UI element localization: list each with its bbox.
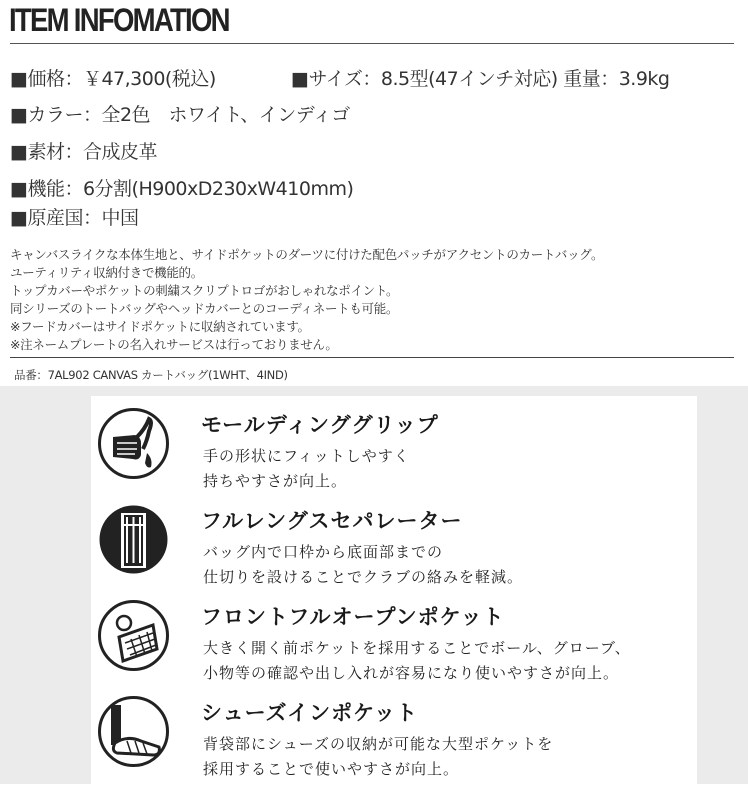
feature-title: フロントフルオープンポケット [201, 605, 505, 629]
front-pocket-ball-icon [97, 599, 170, 672]
spec-origin: ■原産国：中国 [10, 207, 139, 229]
feature-line: 仕切りを設けることでクラブの絡みを軽減。 [203, 568, 524, 586]
feature-molding-grip [91, 404, 697, 500]
description-line: ※注ネームプレートの名入れサービスは行っておりません。 [10, 337, 338, 352]
feature-title: フルレングスセパレーター [201, 509, 463, 533]
feature-description [203, 540, 523, 590]
feature-line: 持ちやすさが向上。 [203, 472, 348, 490]
description-line: ※フードカバーはサイドポケットに収納されています。 [10, 319, 310, 334]
description-line: 同シリーズのトートバッグやヘッドカバーとのコーディネートも可能。 [10, 301, 399, 316]
feature-full-length-separator [91, 500, 697, 596]
page-title: ITEM INFOMATION [9, 2, 229, 38]
feature-line: 手の形状にフィットしやすく [203, 447, 410, 465]
feature-description [203, 732, 553, 782]
feature-line: 大きく開く前ポケットを採用することでボール、グローブ、 [203, 639, 631, 657]
spec-size: ■サイズ：8.5型(47インチ対応) 重量：3.9kg [291, 68, 670, 90]
club-separator-icon [97, 503, 170, 576]
spec-color: ■カラー：全2色 ホワイト、インディゴ [10, 104, 350, 126]
feature-line: 背袋部にシューズの収納が可能な大型ポケットを [203, 735, 554, 753]
description-line: ユーティリティ収納付きで機能的。 [10, 265, 203, 280]
grip-hand-icon [97, 407, 170, 480]
part-number: 品番：7AL902 CANVAS カートバッグ(1WHT、4IND) [14, 368, 288, 382]
shoe-pocket-icon [97, 695, 170, 768]
feature-title: モールディンググリップ [201, 413, 439, 437]
feature-title: シューズインポケット [201, 701, 419, 725]
description [10, 246, 603, 354]
feature-line: 小物等の確認や出し入れが容易になり使いやすさが向上。 [203, 664, 620, 682]
item-info-section [0, 0, 748, 392]
spec-function: ■機能：6分割(H900xD230xW410mm) [10, 178, 354, 200]
description-line: トップカバーやポケットの刺繍スクリプトロゴがおしゃれなポイント。 [10, 283, 399, 298]
spec-price: ■価格：￥47,300(税込) [10, 68, 216, 90]
description-divider [10, 357, 734, 358]
feature-line: 採用することで使いやすさが向上。 [203, 760, 460, 778]
title-divider [10, 43, 734, 44]
description-line: キャンバスライクな本体生地と、サイドポケットのダーツに付けた配色パッチがアクセントのカートバッグ。 [10, 247, 604, 262]
feature-description [203, 636, 631, 686]
feature-front-open-pocket [91, 596, 697, 692]
feature-shoes-in-pocket [91, 692, 697, 788]
feature-line: バッグ内で口枠から底面部までの [203, 543, 444, 561]
features-panel [91, 396, 697, 784]
feature-description [203, 444, 410, 494]
spec-material: ■素材：合成皮革 [10, 141, 157, 163]
